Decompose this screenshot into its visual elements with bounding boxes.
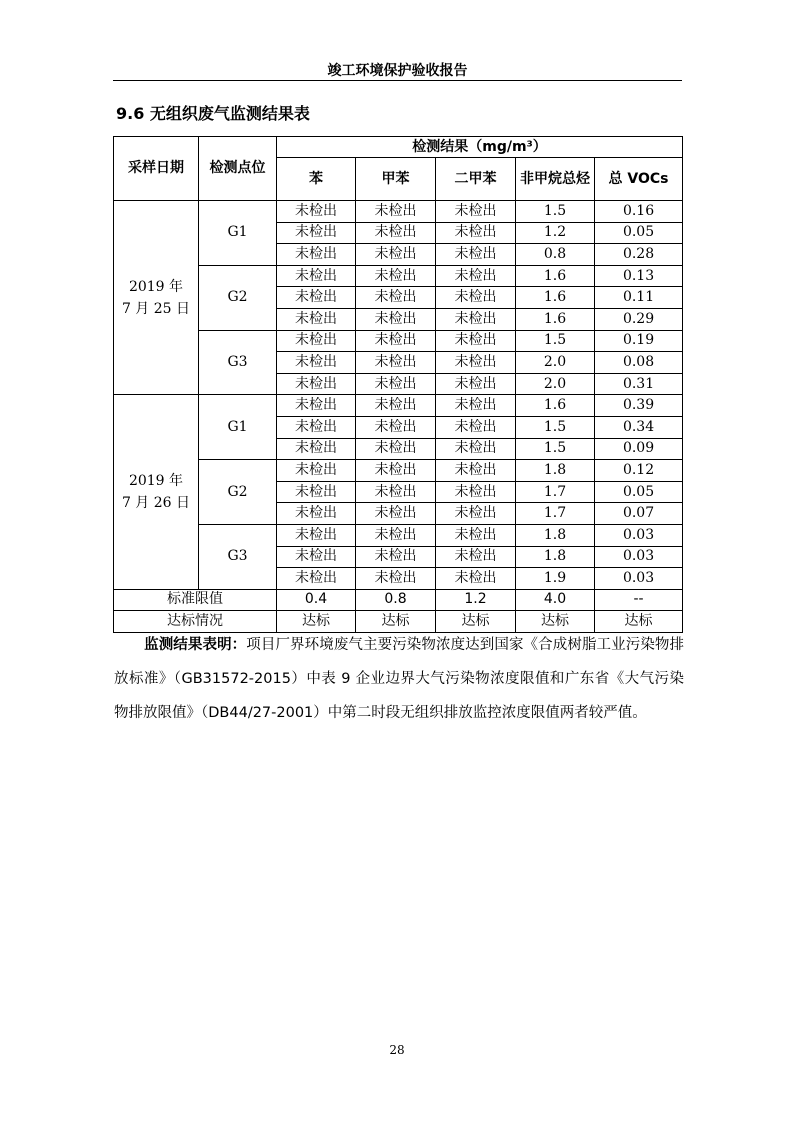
xylene-value-cell: 未检出 [436,416,516,438]
vocs-value-cell: 0.05 [595,222,683,244]
nmhc-value-cell: 1.5 [516,416,595,438]
vocs-value-cell: 0.11 [595,287,683,309]
toluene-compliance-row-cell: 达标 [356,611,436,633]
vocs-value-cell: 0.31 [595,373,683,395]
xylene-compliance-row-cell: 达标 [436,611,516,633]
xylene-value-cell: 未检出 [436,308,516,330]
monitoring-point-cell: G3 [199,524,277,589]
benzene-value-cell: 未检出 [277,373,356,395]
nmhc-value-cell: 1.8 [516,460,595,482]
benzene-value-cell: 未检出 [277,308,356,330]
nmhc-value-cell: 1.6 [516,287,595,309]
monitoring-point-cell: G1 [199,395,277,460]
benzene-value-cell: 未检出 [277,395,356,417]
results-body [114,201,683,633]
nmhc-value-cell: 1.9 [516,568,595,590]
toluene-value-cell: 未检出 [356,201,436,223]
compliance-row-label: 达标情况 [114,611,277,633]
sampling-date-cell: 2019 年 7 月 25 日 [114,201,199,395]
benzene-value-cell: 未检出 [277,524,356,546]
standard-limit-row [114,589,683,611]
toluene-value-cell: 未检出 [356,265,436,287]
toluene-value-cell: 未检出 [356,330,436,352]
toluene-value-cell: 未检出 [356,244,436,266]
benzene-value-cell: 未检出 [277,460,356,482]
monitoring-point-cell: G2 [199,265,277,330]
header-vocs: 总 VOCs [595,158,683,201]
toluene-value-cell: 未检出 [356,524,436,546]
nmhc-value-cell: 1.6 [516,308,595,330]
benzene-value-cell: 未检出 [277,416,356,438]
vocs-value-cell: 0.39 [595,395,683,417]
vocs-value-cell: 0.03 [595,568,683,590]
vocs-value-cell: 0.09 [595,438,683,460]
xylene-value-cell: 未检出 [436,481,516,503]
benzene-value-cell: 未检出 [277,352,356,374]
summary-lead: 监测结果表明： [144,637,247,653]
vocs-value-cell: 0.07 [595,503,683,525]
toluene-value-cell: 未检出 [356,416,436,438]
vocs-value-cell: 0.03 [595,524,683,546]
benzene-value-cell: 未检出 [277,568,356,590]
table-row [114,395,683,417]
vocs-value-cell: 0.28 [595,244,683,266]
vocs-compliance-row-cell: 达标 [595,611,683,633]
nmhc-value-cell: 1.7 [516,503,595,525]
benzene-compliance-row-cell: 达标 [277,611,356,633]
toluene-value-cell: 未检出 [356,568,436,590]
xylene-value-cell: 未检出 [436,568,516,590]
table-row [114,201,683,223]
xylene-value-cell: 未检出 [436,201,516,223]
xylene-value-cell: 未检出 [436,265,516,287]
xylene-value-cell: 未检出 [436,244,516,266]
vocs-standard-limit-row-cell: -- [595,589,683,611]
nmhc-value-cell: 1.5 [516,201,595,223]
vocs-value-cell: 0.29 [595,308,683,330]
header-divider [113,80,682,81]
vocs-value-cell: 0.19 [595,330,683,352]
benzene-value-cell: 未检出 [277,201,356,223]
toluene-value-cell: 未检出 [356,481,436,503]
xylene-value-cell: 未检出 [436,524,516,546]
nmhc-value-cell: 1.6 [516,395,595,417]
header-nmhc: 非甲烷总烃 [516,158,595,201]
nmhc-value-cell: 1.2 [516,222,595,244]
xylene-value-cell: 未检出 [436,352,516,374]
nmhc-compliance-row-cell: 达标 [516,611,595,633]
xylene-value-cell: 未检出 [436,373,516,395]
toluene-value-cell: 未检出 [356,373,436,395]
xylene-value-cell: 未检出 [436,330,516,352]
xylene-value-cell: 未检出 [436,287,516,309]
nmhc-value-cell: 0.8 [516,244,595,266]
benzene-value-cell: 未检出 [277,481,356,503]
benzene-value-cell: 未检出 [277,287,356,309]
section-title: 9.6 无组织废气监测结果表 [116,104,310,123]
page-header-title: 竣工环境保护验收报告 [327,63,468,79]
nmhc-standard-limit-row-cell: 4.0 [516,589,595,611]
toluene-value-cell: 未检出 [356,460,436,482]
monitoring-point-cell: G2 [199,460,277,525]
toluene-value-cell: 未检出 [356,438,436,460]
vocs-value-cell: 0.16 [595,201,683,223]
monitoring-point-cell: G3 [199,330,277,395]
toluene-value-cell: 未检出 [356,287,436,309]
vocs-value-cell: 0.05 [595,481,683,503]
header-sampling-date: 采样日期 [114,137,199,201]
xylene-value-cell: 未检出 [436,546,516,568]
benzene-value-cell: 未检出 [277,244,356,266]
benzene-value-cell: 未检出 [277,438,356,460]
nmhc-value-cell: 1.8 [516,546,595,568]
header-benzene: 苯 [277,158,356,201]
toluene-value-cell: 未检出 [356,503,436,525]
header-monitoring-point: 检测点位 [199,137,277,201]
vocs-value-cell: 0.03 [595,546,683,568]
benzene-value-cell: 未检出 [277,222,356,244]
summary-paragraph [114,628,684,730]
benzene-value-cell: 未检出 [277,503,356,525]
nmhc-value-cell: 2.0 [516,373,595,395]
header-xylene: 二甲苯 [436,158,516,201]
sampling-date-cell: 2019 年 7 月 26 日 [114,395,199,589]
vocs-value-cell: 0.12 [595,460,683,482]
nmhc-value-cell: 1.5 [516,330,595,352]
summary-text: 项目厂界环境废气主要污染物浓度达到国家《合成树脂工业污染物排放标准》（GB31572-2015）中表 9 企业边界大气污染物浓度限值和广东省《大气污染物排放限值》（DB44/27-2001）中第二时段无组织排放监控浓度限值两者较严值。 [114,637,685,721]
table-row [114,524,683,546]
toluene-value-cell: 未检出 [356,308,436,330]
header-results-group: 检测结果（mg/m³） [277,137,683,158]
benzene-value-cell: 未检出 [277,330,356,352]
table-row [114,460,683,482]
nmhc-value-cell: 2.0 [516,352,595,374]
nmhc-value-cell: 1.6 [516,265,595,287]
xylene-value-cell: 未检出 [436,438,516,460]
benzene-standard-limit-row-cell: 0.4 [277,589,356,611]
benzene-value-cell: 未检出 [277,546,356,568]
nmhc-value-cell: 1.8 [516,524,595,546]
vocs-value-cell: 0.13 [595,265,683,287]
table-row [114,265,683,287]
standard-limit-row-label: 标准限值 [114,589,277,611]
page-number: 28 [389,1043,405,1057]
vocs-value-cell: 0.34 [595,416,683,438]
xylene-standard-limit-row-cell: 1.2 [436,589,516,611]
table-row [114,330,683,352]
header-toluene: 甲苯 [356,158,436,201]
benzene-value-cell: 未检出 [277,265,356,287]
toluene-standard-limit-row-cell: 0.8 [356,589,436,611]
toluene-value-cell: 未检出 [356,222,436,244]
vocs-value-cell: 0.08 [595,352,683,374]
monitoring-results-table [113,136,683,633]
xylene-value-cell: 未检出 [436,395,516,417]
xylene-value-cell: 未检出 [436,222,516,244]
xylene-value-cell: 未检出 [436,460,516,482]
xylene-value-cell: 未检出 [436,503,516,525]
monitoring-point-cell: G1 [199,201,277,266]
toluene-value-cell: 未检出 [356,352,436,374]
nmhc-value-cell: 1.7 [516,481,595,503]
toluene-value-cell: 未检出 [356,395,436,417]
nmhc-value-cell: 1.5 [516,438,595,460]
toluene-value-cell: 未检出 [356,546,436,568]
